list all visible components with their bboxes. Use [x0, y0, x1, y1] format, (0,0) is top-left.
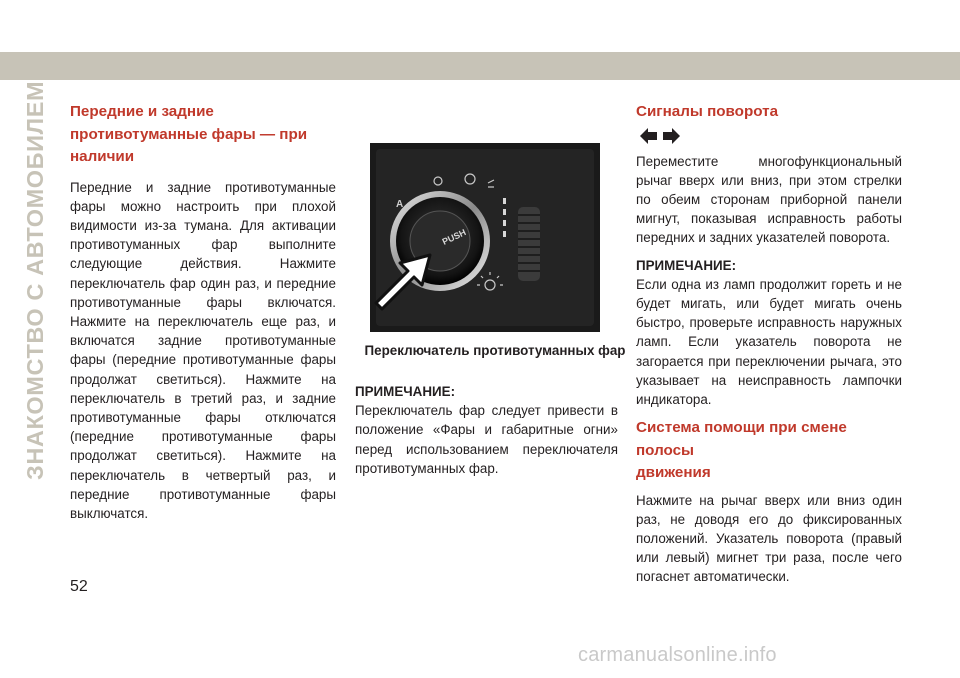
- site-watermark: carmanualsonline.info: [578, 644, 777, 666]
- fog-heading-line-3: наличии: [70, 148, 135, 165]
- lane-change-body: Нажмите на рычаг вверх или вниз один раз, не доводя его до фиксированных положений. Указатель поворота (правый или левый) мигнет три раза, после чего погаснет автоматически.: [636, 492, 902, 585]
- turn-signal-right-icon: [662, 128, 680, 144]
- fog-light-switch-photo: [370, 143, 600, 332]
- fog-heading-line-1: Передние и задние: [70, 103, 214, 120]
- fog-lights-heading: [70, 101, 336, 169]
- push-label: PUSH: [440, 227, 468, 247]
- fog-heading-line-2: противотуманные фары — при: [70, 125, 308, 143]
- middle-column: [355, 382, 618, 478]
- right-note-heading: ПРИМЕЧАНИЕ:: [636, 257, 737, 273]
- middle-note-heading: ПРИМЕЧАНИЕ:: [355, 384, 456, 399]
- section-side-title: ЗНАКОМСТВО С АВТОМОБИЛЕМ: [22, 80, 48, 480]
- lane-heading-line-2: движения: [636, 464, 711, 482]
- auto-label: A: [396, 199, 404, 210]
- header-band: [0, 52, 960, 80]
- middle-note-body: Переключатель фар следует привести в положение «Фары и габаритные огни» перед использованием переключателя противотуманных фар.: [355, 403, 618, 476]
- turn-signal-indicators: [640, 128, 902, 144]
- left-column: [70, 101, 336, 523]
- right-note-body: Если одна из ламп продолжит гореть и не будет мигать, или будет мигать очень быстро, проверьте исправность наружных ламп. Если указатель поворота не загорается при переключении рычага, это указывает на неисправность лампочки индикатора.: [636, 276, 902, 407]
- turn-signals-heading: Сигналы поворота: [636, 103, 779, 120]
- photo-caption: Переключатель противотуманных фар: [364, 343, 626, 358]
- lane-heading-line-1: Система помощи при смене полосы: [636, 419, 847, 459]
- right-column: [636, 101, 902, 587]
- turn-signal-left-icon: [640, 128, 658, 144]
- fog-lights-body: Передние и задние противотуманные фары можно настроить при плохой видимости из-за тумана. Для активации противотуманных фар выполните следующие действия. Нажмите переключатель фар один раз, и передние противотуманные фары включатся. Нажмите на переключатель еще раз, и включатся задние противотуманные фары (передние противотуманные фары продолжат светиться). Нажмите на переключатель в третий раз, и задние противотуманные фары отключатся (передние противотуманные фары продолжат светиться). Нажмите на переключатель в четвертый раз, и передние противотуманные фары выключатся.: [70, 179, 336, 521]
- turn-signals-body: Переместите многофункциональный рычаг вверх или вниз, при этом стрелки по обеим сторонам приборной панели мигнут, показывая исправность работы передних и задних указателей поворота.: [636, 153, 902, 246]
- page-number: 52: [70, 578, 88, 595]
- lane-change-heading: [636, 417, 902, 485]
